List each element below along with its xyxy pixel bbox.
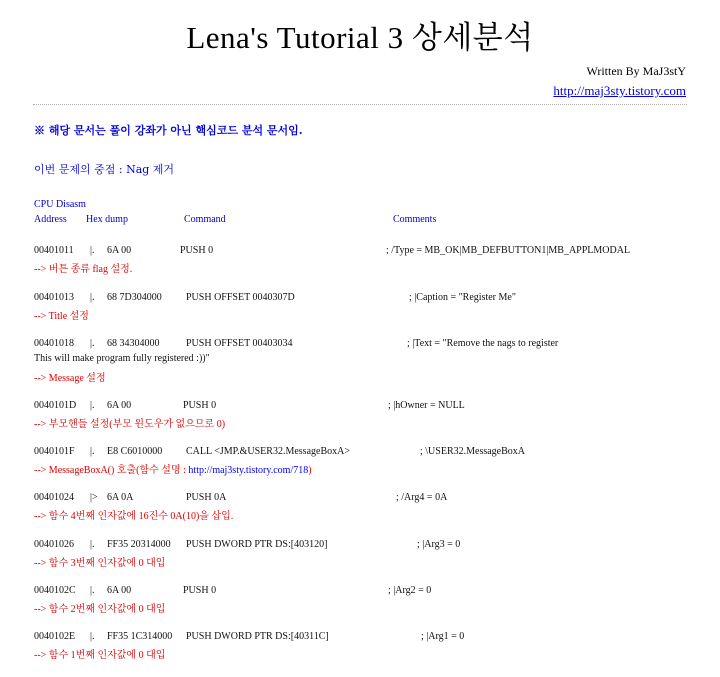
row-address: 00401026 — [34, 539, 74, 550]
row-command: PUSH DWORD PTR DS:[40311C] — [186, 631, 329, 642]
row-note — [34, 554, 165, 569]
row-marker: |. — [90, 539, 95, 550]
header-comments: Comments — [393, 214, 437, 225]
row-comment: ; \USER32.MessageBoxA — [420, 446, 525, 457]
row-hexdump: FF35 20314000 — [107, 539, 171, 550]
row-note-link[interactable]: http://maj3sty.tistory.com/718 — [188, 465, 309, 476]
row-command: PUSH 0 — [183, 400, 217, 411]
header-address: Address — [34, 214, 67, 225]
row-address: 00401011 — [34, 245, 74, 256]
row-note-text: --> Title 설정 — [34, 311, 89, 322]
row-hexdump: 6A 00 — [107, 585, 132, 596]
row-command: PUSH OFFSET 0040307D — [186, 292, 295, 303]
row-note — [34, 415, 225, 430]
row-address: 0040101F — [34, 446, 75, 457]
row-comment: ; |Caption = "Register Me" — [409, 292, 516, 303]
row-address: 0040101D — [34, 400, 77, 411]
row-address: 0040102E — [34, 631, 76, 642]
focus-text: 이번 문제의 중점 : Nag 제거 — [34, 163, 175, 176]
divider — [33, 104, 687, 105]
row-note-text: --> 함수 1번째 인자값에 0 대입 — [34, 650, 166, 661]
row-note-text: --> MessageBoxA() 호출(함수 설명 : — [34, 465, 189, 476]
row-command: PUSH OFFSET 00403034 — [186, 338, 293, 349]
row-address: 0040102C — [34, 585, 76, 596]
row-comment: ; |Text = "Remove the nags to register — [407, 338, 559, 349]
row-marker: |. — [90, 631, 95, 642]
row-marker: |. — [90, 292, 95, 303]
row-address: 00401018 — [34, 338, 74, 349]
row-note — [34, 307, 89, 322]
row-note-text: --> 함수 2번째 인자값에 0 대입 — [34, 604, 166, 615]
row-command: PUSH 0 — [180, 245, 214, 256]
blog-link[interactable]: http://maj3sty.tistory.com — [553, 83, 686, 98]
row-command: PUSH 0 — [183, 585, 217, 596]
row-note — [34, 507, 233, 522]
author-line: Written By MaJ3stY — [586, 64, 686, 78]
row-comment: ; |hOwner = NULL — [388, 400, 465, 411]
notice-text: ※ 해당 문서는 풀이 강좌가 아닌 핵심코드 분석 문서임. — [34, 124, 303, 137]
row-comment: ; /Arg4 = 0A — [396, 492, 448, 503]
row-comment-continuation: This will make program fully registered :))" — [34, 353, 210, 364]
row-note — [34, 260, 132, 275]
row-note-text: --> 버튼 종류 flag 설정. — [34, 264, 133, 275]
row-address: 00401013 — [34, 292, 74, 303]
row-hexdump: 6A 0A — [107, 492, 134, 503]
row-note — [34, 600, 165, 615]
row-command: PUSH 0A — [186, 492, 227, 503]
row-hexdump: E8 C6010000 — [107, 446, 163, 457]
row-hexdump: 6A 00 — [107, 245, 132, 256]
row-marker: |. — [90, 338, 95, 349]
row-hexdump: 6A 00 — [107, 400, 132, 411]
row-comment: ; |Arg2 = 0 — [388, 585, 432, 596]
row-note — [34, 461, 312, 476]
row-marker: |. — [90, 400, 95, 411]
row-note — [34, 369, 106, 384]
row-note-tail: ) — [308, 465, 312, 476]
row-hexdump: 68 34304000 — [107, 338, 160, 349]
row-note-text: --> 부모핸들 설정(부모 윈도우가 없으므로 0) — [34, 419, 226, 430]
row-marker: |. — [90, 585, 95, 596]
row-note-text: --> Message 설정 — [34, 373, 106, 384]
header-hexdump: Hex dump — [86, 214, 128, 225]
row-command: PUSH DWORD PTR DS:[403120] — [186, 539, 328, 550]
row-comment: ; |Arg1 = 0 — [421, 631, 465, 642]
row-address: 00401024 — [34, 492, 74, 503]
row-marker: |. — [90, 245, 95, 256]
row-marker: |> — [90, 492, 98, 503]
row-hexdump: 68 7D304000 — [107, 292, 162, 303]
row-comment: ; /Type = MB_OK|MB_DEFBUTTON1|MB_APPLMODAL — [386, 245, 631, 256]
row-marker: |. — [90, 446, 95, 457]
row-note-text: --> 함수 3번째 인자값에 0 대입 — [34, 558, 166, 569]
row-command: CALL <JMP.&USER32.MessageBoxA> — [186, 446, 350, 457]
header-command: Command — [184, 214, 226, 225]
row-note-text: --> 함수 4번째 인자값에 16진수 0A(10)을 삽입. — [34, 511, 234, 522]
row-comment: ; |Arg3 = 0 — [417, 539, 461, 550]
row-hexdump: FF35 1C314000 — [107, 631, 173, 642]
document-title: Lena's Tutorial 3 상세분석 — [186, 20, 534, 55]
disasm-window-title: CPU Disasm — [34, 199, 86, 210]
row-note — [34, 646, 165, 661]
